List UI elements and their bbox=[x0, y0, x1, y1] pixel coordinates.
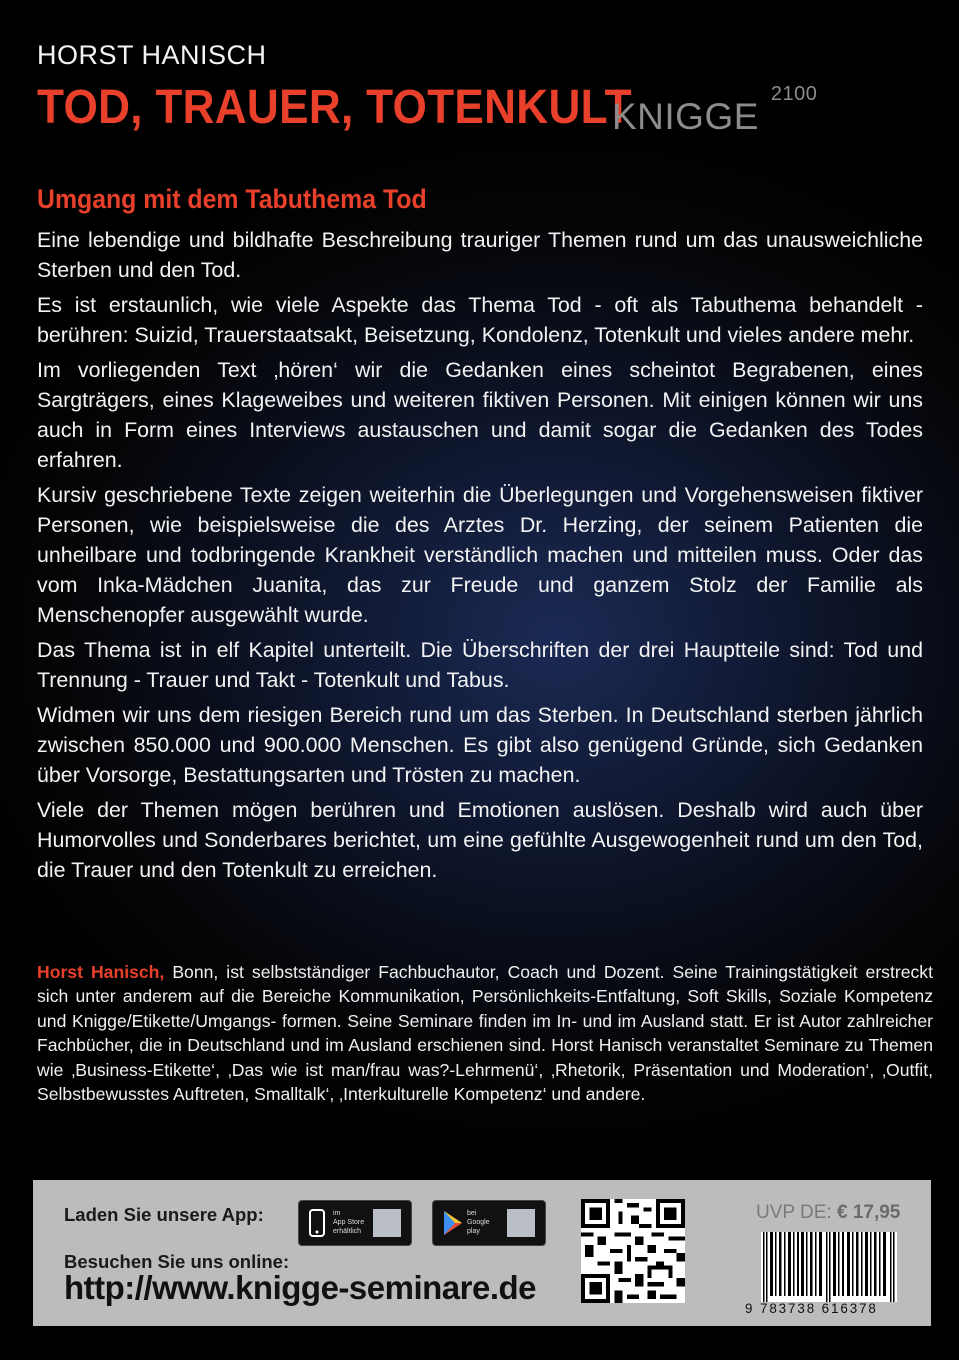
google-play-badge[interactable] bbox=[432, 1200, 546, 1246]
app-store-qr-icon bbox=[373, 1209, 401, 1237]
paragraph: Viele der Themen mögen berühren und Emotionen auslösen. Deshalb wird auch über Humorvolles und Sonderbares berichtet, um eine gefühlte Ausgewogenheit rund um den Tod, die Trauer und den Totenkult zu erreichen. bbox=[37, 798, 923, 882]
website-link[interactable]: http://www.knigge-seminare.de bbox=[64, 1269, 537, 1306]
app-store-line1: im bbox=[333, 1210, 341, 1217]
google-play-line3: play bbox=[467, 1228, 480, 1235]
book-title: TOD, TRAUER, TOTENKULT bbox=[37, 81, 632, 134]
qr-code[interactable] bbox=[581, 1199, 685, 1303]
app-store-text bbox=[333, 1209, 364, 1236]
paragraph: Eine lebendige und bildhafte Beschreibung trauriger Themen rund um das unausweichliche Sterben und den Tod. bbox=[37, 228, 923, 282]
barcode bbox=[761, 1232, 897, 1302]
visit-label: Besuchen Sie uns online: bbox=[64, 1251, 290, 1272]
paragraph: Es ist erstaunlich, wie viele Aspekte das Thema Tod - oft als Tabuthema behandelt - berühren: Suizid, Trauerstaatsakt, Beisetzung, Kondolenz, Totenkult und vieles andere mehr. bbox=[37, 293, 923, 347]
bio-author-name: Horst Hanisch, bbox=[37, 962, 165, 982]
google-play-qr-icon bbox=[507, 1209, 535, 1237]
paragraph: Widmen wir uns dem riesigen Bereich rund um das Sterben. In Deutschland sterben jährlich zwischen 850.000 und 900.000 Menschen. Es gibt also genügend Gründe, sich Gedanken über Vorsorge, Bestattungsarten und Trösten zu machen. bbox=[37, 703, 923, 787]
google-play-text bbox=[467, 1209, 490, 1236]
author-bio bbox=[37, 960, 933, 1106]
series-name: KNIGGE bbox=[612, 96, 759, 137]
paragraph: Das Thema ist in elf Kapitel unterteilt. Die Überschriften der drei Hauptteile sind: Tod und Trennung - Trauer und Takt - Totenkult und Tabus. bbox=[37, 638, 923, 692]
play-icon bbox=[441, 1209, 465, 1237]
smartphone-icon bbox=[307, 1209, 327, 1237]
footer-panel bbox=[33, 1180, 931, 1326]
blurb-text bbox=[37, 225, 923, 890]
app-store-line2: App Store bbox=[333, 1219, 365, 1226]
title-row bbox=[37, 80, 684, 135]
price-value: € 17,95 bbox=[836, 1202, 901, 1223]
isbn-number: 9 783738 616378 bbox=[745, 1301, 878, 1316]
series-label bbox=[612, 82, 818, 138]
price-label: UVP DE: bbox=[756, 1202, 832, 1223]
app-label: Laden Sie unsere App: bbox=[64, 1204, 264, 1225]
paragraph: Kursiv geschriebene Texte zeigen weiterhin die Überlegungen und Vorgehensweisen fiktiver Personen, wie beispielsweise die des Arztes Dr. Herzing, der seinem Patienten die unheilbare und todbringende Krankheit verständlich machen und mitteilen muss. Oder das vom Inka-Mädchen Juanita, das zur Freude und ganzem Stolz der Familie als Menschenopfer ausgewählt wurde. bbox=[37, 483, 923, 627]
author-name: HORST HANISCH bbox=[37, 40, 267, 70]
bio-text: Bonn, ist selbstständiger Fachbuchautor, Coach und Dozent. Seine Trainingstätigkeit erstreckt sich unter anderem auf die Bereiche Kommunikation, Persönlichkeits-Entfaltung, Soft Skills, Soziale Kompetenz und Knigge/Etikette/Umgangs- formen. Seine Seminare finden im In- und im Ausland statt. Er ist Autor zahlreicher Fachbücher, die in Deutschland und im Ausland erschienen sind. Horst Hanisch veranstaltet Seminare zu Themen wie ‚Business-Etikette‘, ‚Das wie ist man/frau was?-Lehrmenü‘, ‚Rhetorik, Präsentation und Moderation‘, ‚Outfit, Selbstbewusstes Auftreten, Smalltalk‘, ‚Interkulturelle Kompetenz‘ und andere. bbox=[37, 962, 933, 1105]
google-play-line2: Google bbox=[467, 1219, 490, 1226]
app-store-badge[interactable] bbox=[298, 1200, 412, 1246]
google-play-line1: bei bbox=[467, 1210, 477, 1217]
price-tag bbox=[756, 1202, 900, 1224]
app-store-line3: erhältlich bbox=[333, 1228, 362, 1235]
series-number: 2100 bbox=[770, 82, 818, 105]
subtitle: Umgang mit dem Tabuthema Tod bbox=[37, 184, 427, 214]
paragraph: Im vorliegenden Text ‚hören‘ wir die Gedanken eines scheintot Begrabenen, eines Sargträgers, eines Klageweibes und weiteren fiktiven Personen. Mit einigen können wir uns auch in Form eines Interviews austauschen und damit sogar die Gedanken des Todes erfahren. bbox=[37, 358, 923, 472]
